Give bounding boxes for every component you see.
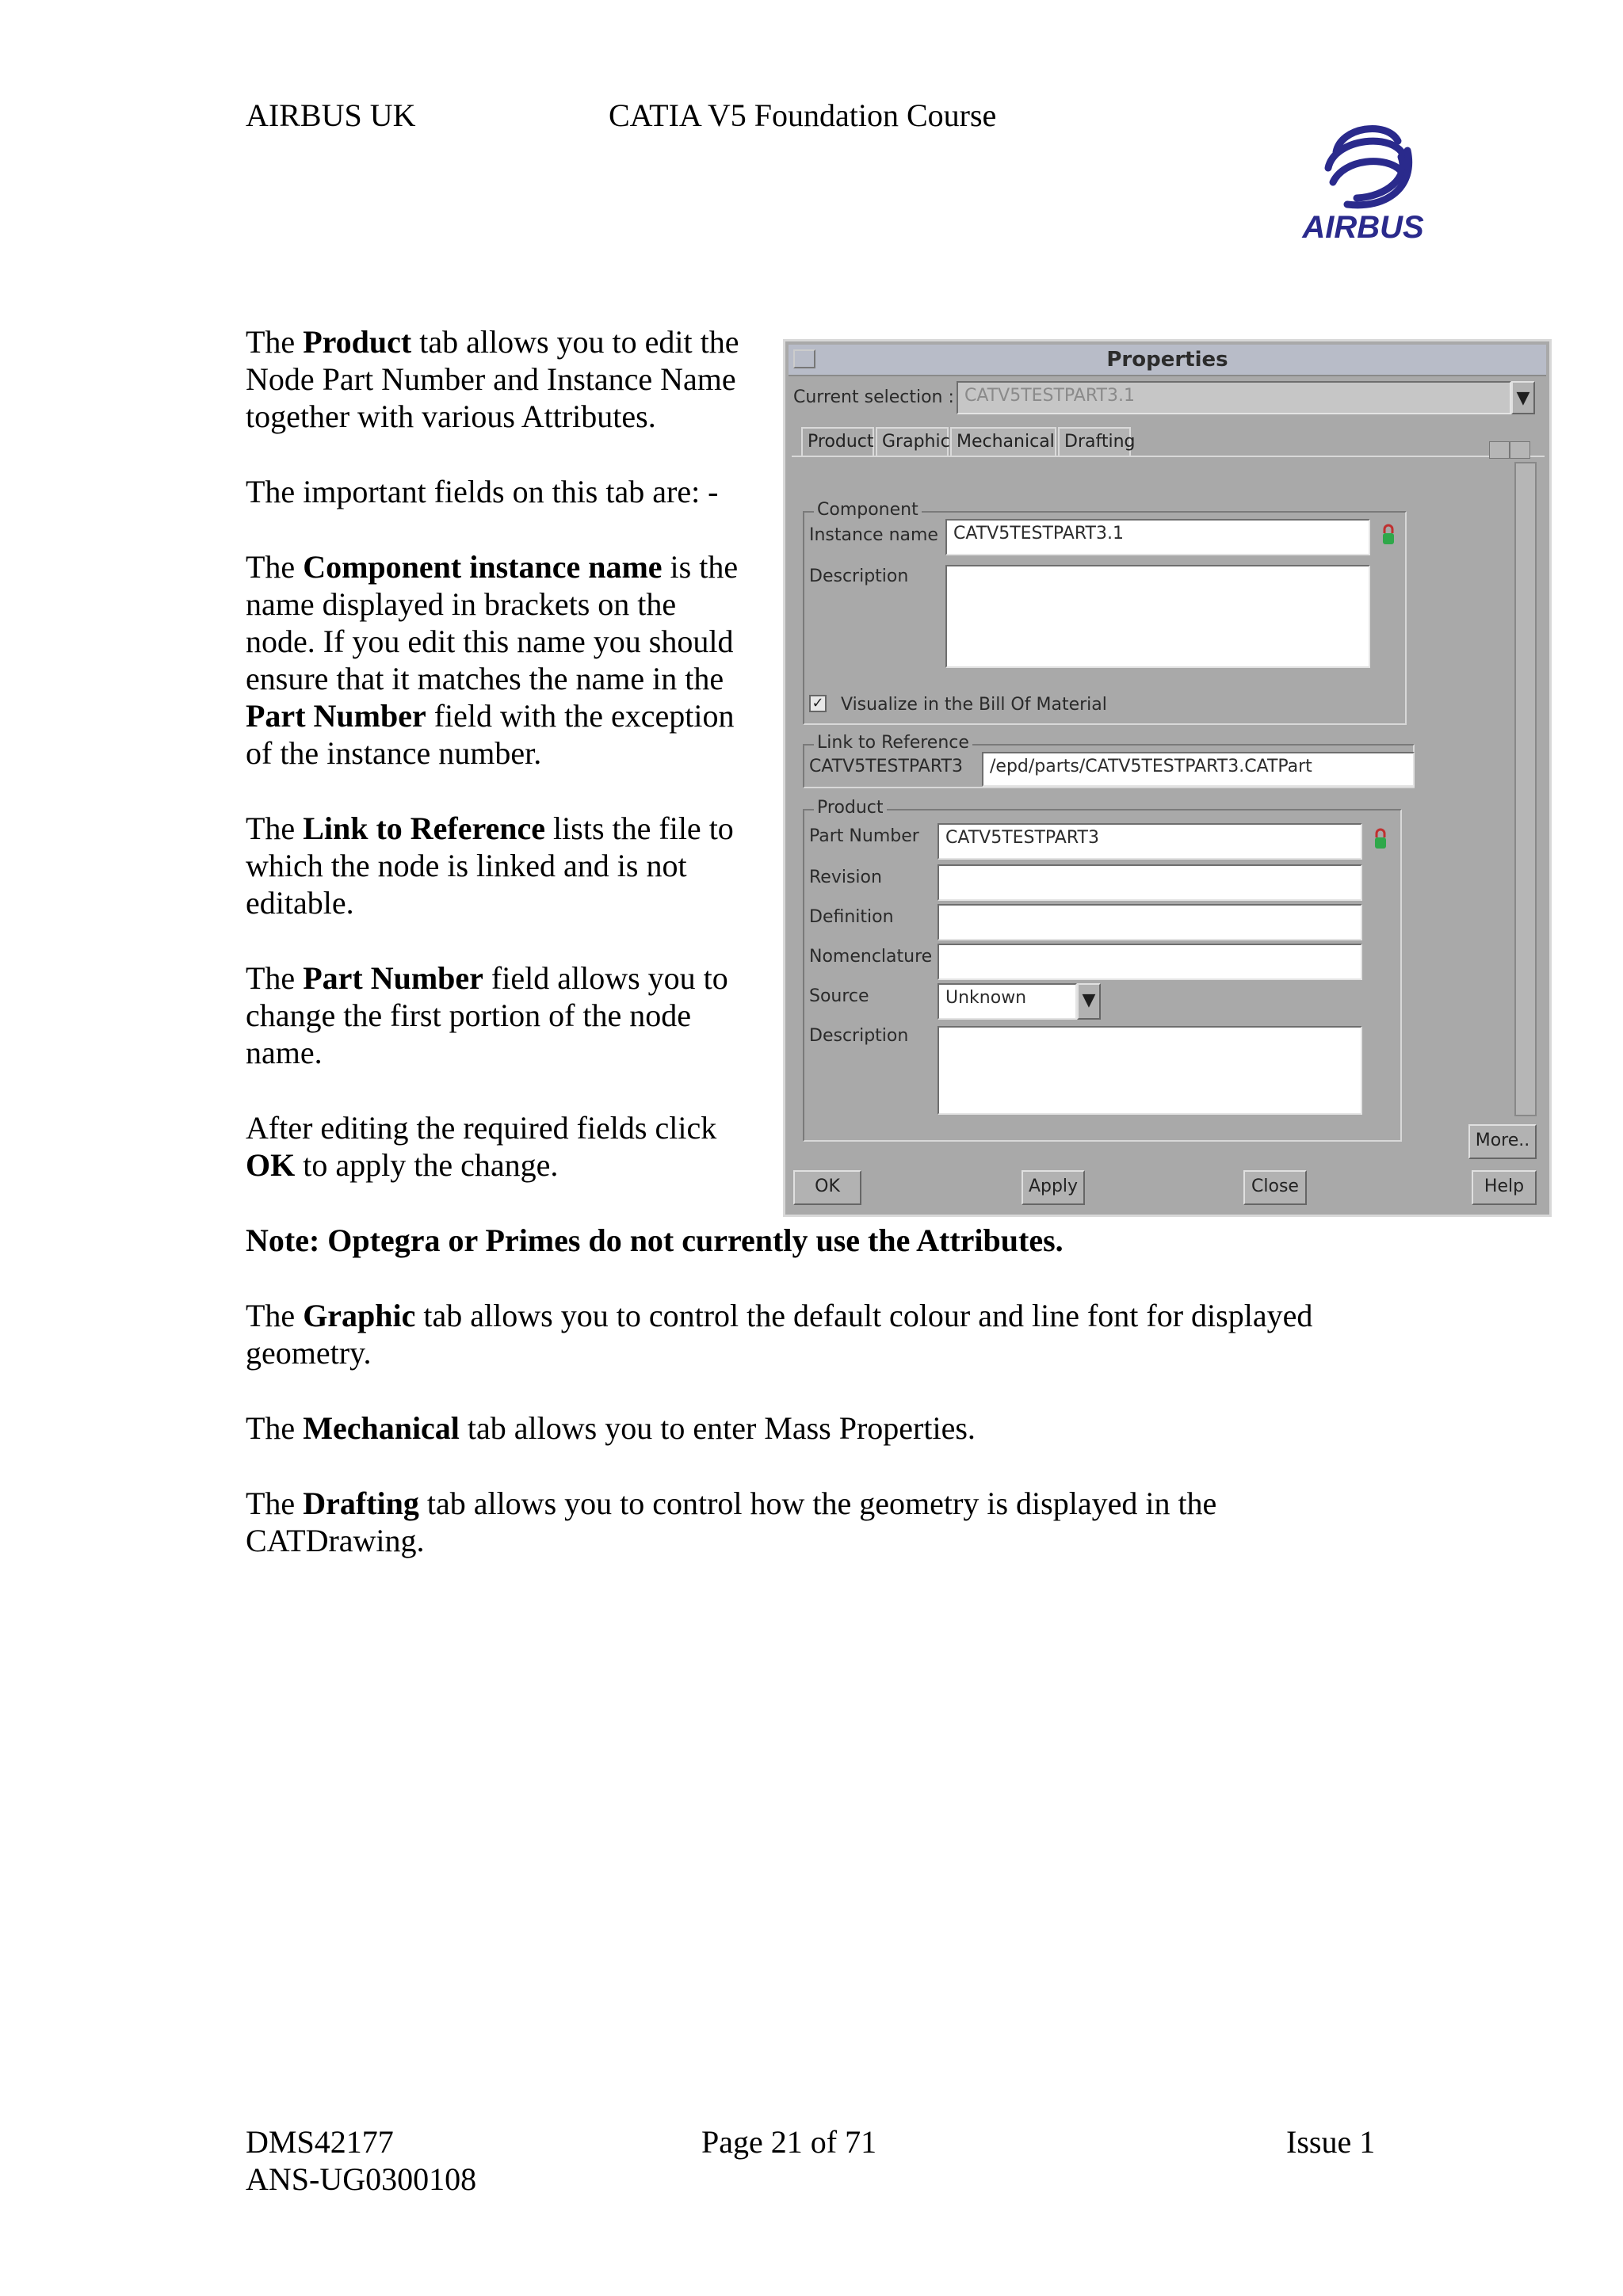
para-graphic-line1: The Graphic tab allows you to control the default colour and line font for displayed <box>246 1298 1313 1333</box>
current-selection-label: Current selection : <box>793 387 954 407</box>
apply-button[interactable]: Apply <box>1022 1170 1085 1205</box>
header-company: AIRBUS UK <box>246 97 416 133</box>
para-component-line3: node. If you edit this name you should <box>246 624 734 659</box>
para-component-line1: The Component instance name is the <box>246 549 739 585</box>
ok-button[interactable]: OK <box>793 1170 861 1205</box>
link-reference-path: /epd/parts/CATV5TESTPART3.CATPart <box>982 752 1415 787</box>
para-product-tab-line3: together with various Attributes. <box>246 399 656 434</box>
para-mechanical: The Mechanical tab allows you to enter Mass Properties. <box>246 1410 976 1446</box>
link-reference-title: Link to Reference <box>814 733 972 753</box>
para-partnumber-line2: change the first portion of the node <box>246 997 692 1033</box>
airbus-logo <box>1268 111 1458 254</box>
more-button[interactable]: More.. <box>1468 1124 1537 1159</box>
definition-input[interactable] <box>938 904 1362 940</box>
footer-doc-id: DMS42177 <box>246 2124 394 2160</box>
para-ok-line1: After editing the required fields click <box>246 1110 717 1146</box>
tab-scroll-right[interactable] <box>1510 441 1530 459</box>
para-drafting-line1: The Drafting tab allows you to control how the geometry is displayed in the <box>246 1486 1217 1521</box>
tab-product[interactable]: Product <box>801 427 874 456</box>
para-link-line2: which the node is linked and is not <box>246 848 687 883</box>
footer-page-number: Page 21 of 71 <box>701 2124 877 2160</box>
source-dropdown-button[interactable]: ▼ <box>1077 983 1101 1020</box>
nomenclature-input[interactable] <box>938 944 1362 980</box>
para-ok-line2: OK to apply the change. <box>246 1147 559 1183</box>
component-description-label: Description <box>809 566 909 586</box>
lock-icon[interactable] <box>1373 828 1388 852</box>
para-component-line5: Part Number field with the exception <box>246 698 735 734</box>
revision-label: Revision <box>809 868 882 887</box>
para-component-line6: of the instance number. <box>246 735 542 771</box>
tab-scroll-left[interactable] <box>1489 441 1510 459</box>
para-link-line3: editable. <box>246 885 354 921</box>
footer-reference: ANS-UG0300108 <box>246 2161 477 2197</box>
component-description-input[interactable] <box>945 565 1370 668</box>
component-group-title: Component <box>814 500 922 520</box>
vertical-scrollbar[interactable] <box>1514 462 1537 1116</box>
instance-name-input[interactable]: CATV5TESTPART3.1 <box>945 519 1370 555</box>
source-select[interactable]: Unknown <box>938 983 1077 1020</box>
para-component-line4: ensure that it matches the name in the <box>246 661 724 696</box>
nomenclature-label: Nomenclature <box>809 947 933 967</box>
para-partnumber-line1: The Part Number field allows you to <box>246 960 728 996</box>
part-number-label: Part Number <box>809 826 919 846</box>
header-course-title: CATIA V5 Foundation Course <box>609 97 997 133</box>
product-group-title: Product <box>814 798 887 818</box>
help-button[interactable]: Help <box>1472 1170 1537 1205</box>
link-reference-name: CATV5TESTPART3 <box>809 757 963 776</box>
definition-label: Definition <box>809 907 894 927</box>
dialog-titlebar[interactable] <box>789 345 1546 376</box>
instance-name-label: Instance name <box>809 525 938 545</box>
tab-mechanical[interactable]: Mechanical <box>950 427 1056 456</box>
product-description-input[interactable] <box>938 1026 1362 1115</box>
para-partnumber-line3: name. <box>246 1035 323 1070</box>
source-label: Source <box>809 986 869 1006</box>
revision-input[interactable] <box>938 864 1362 901</box>
para-product-tab-line2: Node Part Number and Instance Name <box>246 361 736 397</box>
svg-text:AIRBUS: AIRBUS <box>1302 210 1424 245</box>
lock-icon[interactable] <box>1381 524 1396 547</box>
para-graphic-line2: geometry. <box>246 1335 372 1371</box>
tab-drafting[interactable]: Drafting <box>1058 427 1131 456</box>
para-important-fields: The important fields on this tab are: - <box>246 474 719 509</box>
footer-issue: Issue 1 <box>1286 2124 1376 2160</box>
note-attributes: Note: Optegra or Primes do not currently use the Attributes. <box>246 1222 1064 1258</box>
current-selection-field[interactable]: CATV5TESTPART3.1 <box>957 381 1511 414</box>
product-description-label: Description <box>809 1026 909 1046</box>
para-component-line2: name displayed in brackets on the <box>246 586 677 622</box>
part-number-input[interactable]: CATV5TESTPART3 <box>938 823 1362 860</box>
para-link-line1: The Link to Reference lists the file to <box>246 810 734 846</box>
current-selection-dropdown[interactable]: ▼ <box>1511 381 1535 414</box>
para-product-tab-line1: The Product tab allows you to edit the <box>246 324 739 360</box>
dialog-title: Properties <box>1106 348 1228 372</box>
properties-dialog <box>783 339 1552 1217</box>
close-button[interactable]: Close <box>1243 1170 1307 1205</box>
visualize-bom-checkbox[interactable]: ✓ <box>809 695 827 712</box>
tab-graphic[interactable]: Graphic <box>876 427 949 456</box>
para-drafting-line2: CATDrawing. <box>246 1523 425 1558</box>
visualize-bom-label: Visualize in the Bill Of Material <box>841 695 1107 715</box>
